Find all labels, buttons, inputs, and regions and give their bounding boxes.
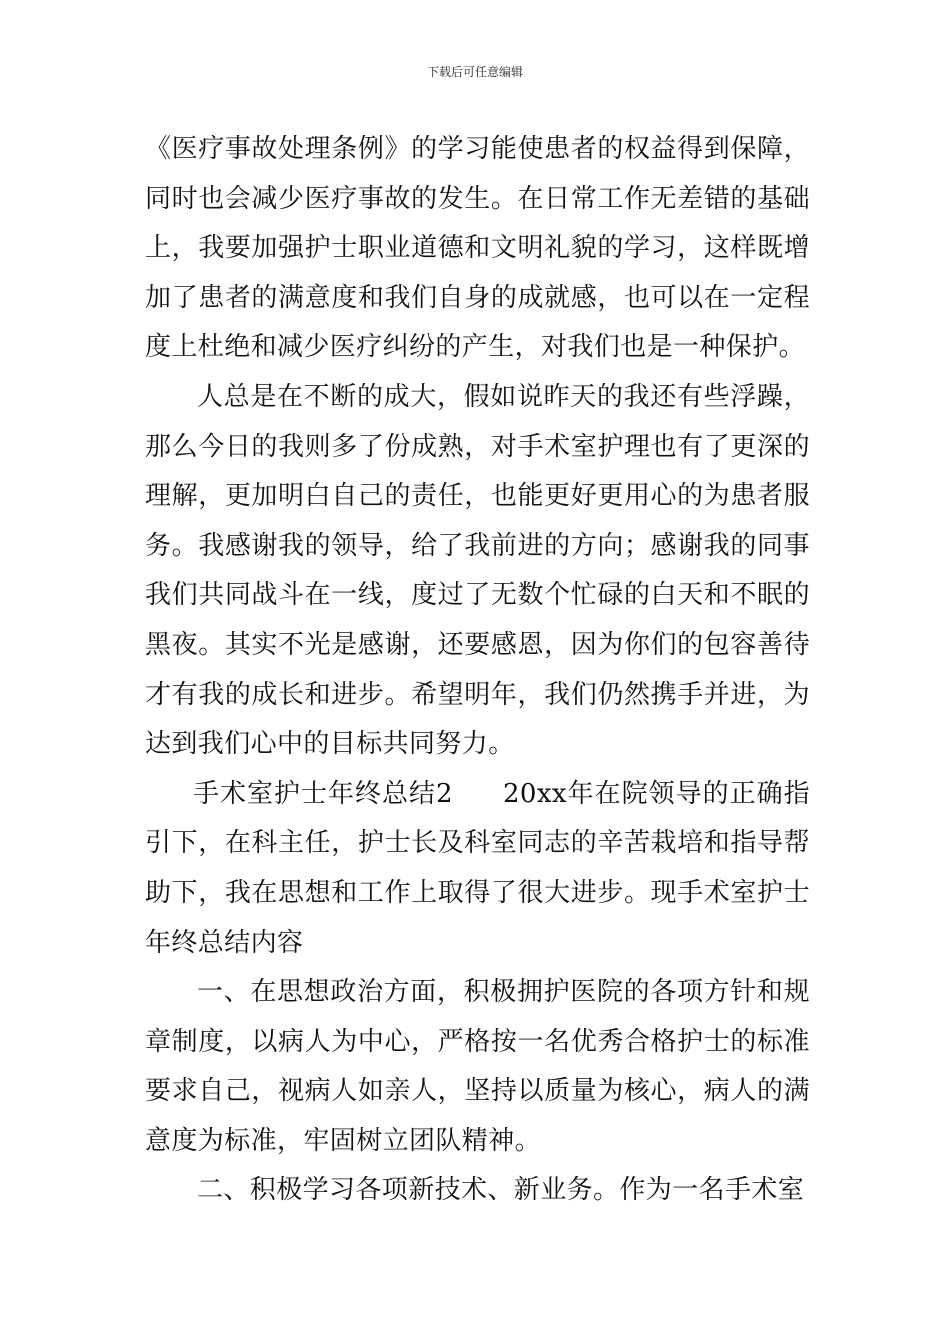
paragraph-1: 《医疗事故处理条例》的学习能使患者的权益得到保障，同时也会减少医疗事故的发生。在日常工作无差错的基础上，我要加强护士职业道德和文明礼貌的学习，这样既增加了患者的满意度和我们自身的成就感，也可以在一定程度上杜绝和减少医疗纠纷的产生，对我们也是一种保护。 (145, 134, 810, 363)
section-title: 手术室护士年终总结2 (193, 778, 453, 809)
page-header: 下载后可任意编辑 (426, 65, 523, 79)
paragraph-3 (145, 770, 810, 968)
paragraph-3-text: 20xx年在院领导的正确指引下，在科主任，护士长及科室同志的辛苦栽培和指导帮助下，我在思想和工作上取得了很大进步。现手术室护士年终总结内容 (145, 778, 810, 958)
document-body (145, 125, 810, 1216)
paragraph-4: 一、在思想政治方面，积极拥护医院的各项方针和规章制度，以病人为中心，严格按一名优秀合格护士的标准要求自己，视病人如亲人，坚持以质量为核心，病人的满意度为标准，牢固树立团队精神。 (145, 977, 810, 1156)
paragraph-2: 人总是在不断的成大，假如说昨天的我还有些浮躁，那么今日的我则多了份成熟，对手术室护理也有了更深的理解，更加明白自己的责任，也能更好更用心的为患者服务。我感谢我的领导，给了我前进的方向；感谢我的同事我们共同战斗在一线，度过了无数个忙碌的白天和不眠的黑夜。其实不光是感谢，还要感恩，因为你们的包容善待才有我的成长和进步。希望明年，我们仍然携手并进，为达到我们心中的目标共同努力。 (145, 381, 810, 760)
paragraph-5: 二、积极学习各项新技术、新业务。作为一名手术室 (197, 1175, 805, 1206)
